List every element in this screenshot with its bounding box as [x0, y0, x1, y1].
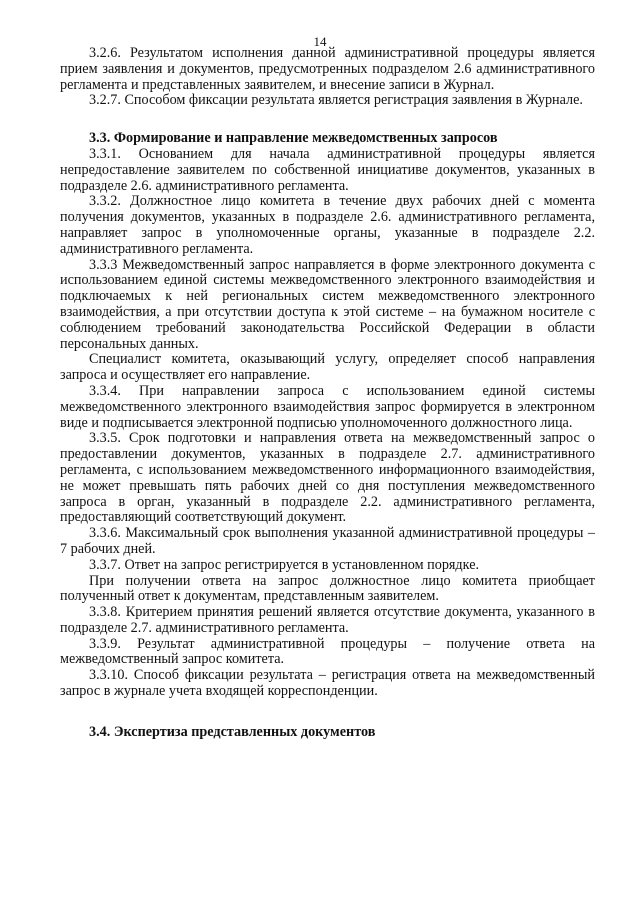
paragraph-3-2-7: 3.2.7. Способом фиксации результата является регистрация заявления в Журнале. — [89, 92, 583, 109]
section-heading-3-3: 3.3. Формирование и направление межведомственных запросов — [89, 130, 498, 147]
page-number: 14 — [313, 34, 327, 49]
paragraph-3-3-3: 3.3.3 Межведомственный запрос направляется в форме электронного документа с использованием единой системы межведомственного электронного взаимодействия и подключаемых к ней региональных систем межведомственного электронного взаимодействия, а при отсутствии доступа к этой системе – на бумажном носителе с соблюдением требований законодательства Российской Федерации в области персональных данных. — [60, 256, 595, 352]
paragraph-3-3-2: 3.3.2. Должностное лицо комитета в течение двух рабочих дней с момента получения документов, указанных в подразделе 2.6. административного регламента, направляет запрос в уполномоченные органы, указанные в подразделе 2.2. административного регламента. — [60, 193, 595, 257]
paragraph-3-2-6: 3.2.6. Результатом исполнения данной административной процедуры является прием заявления и документов, предусмотренных подразделом 2.6 административного регламента и представленных заявителем, и внесение записи в Журнал. — [60, 45, 595, 93]
paragraph-3-3-1: 3.3.1. Основанием для начала административной процедуры является непредоставление заявителем по собственной инициативе документов, указанных в подразделе 2.6. административного регламента. — [60, 145, 595, 194]
paragraph-3-3-8: 3.3.8. Критерием принятия решений является отсутствие документа, указанного в подразделе 2.7. административного регламента. — [60, 604, 595, 636]
paragraph-3-3-9: 3.3.9. Результат административной процедуры – получение ответа на межведомственный запрос комитета. — [60, 635, 595, 668]
paragraph-3-3-6: 3.3.6. Максимальный срок выполнения указанной административной процедуры – 7 рабочих дней. — [60, 525, 595, 557]
paragraph-answer-attach: При получении ответа на запрос должностное лицо комитета приобщает полученный ответ к документам, представленным заявителем. — [60, 572, 595, 605]
paragraph-3-3-4: 3.3.4. При направлении запроса с использованием единой системы межведомственного электронного взаимодействия запрос формируется в электронном виде и подписывается электронной подписью уполномоченного должностного лица. — [60, 382, 595, 431]
paragraph-specialist: Специалист комитета, оказывающий услугу, определяет способ направления запроса и осуществляет его направление. — [60, 351, 595, 384]
paragraph-3-3-7: 3.3.7. Ответ на запрос регистрируется в установленном порядке. — [89, 556, 480, 573]
paragraph-3-3-10: 3.3.10. Способ фиксации результата – регистрация ответа на межведомственный запрос в журнале учета входящей корреспонденции. — [60, 667, 595, 700]
section-heading-3-4: 3.4. Экспертиза представленных документов — [89, 723, 376, 740]
document-body — [60, 46, 595, 741]
paragraph-3-3-5: 3.3.5. Срок подготовки и направления ответа на межведомственный запрос о предоставлении документов, указанных в подразделе 2.7. административного регламента, с использованием межведомственного информационного взаимодействия, не может превышать пять рабочих дней со дня поступления межведомственного запроса в орган, указанный в подразделе 2.2. административного регламента, предоставляющий соответствующий документ. — [60, 430, 595, 526]
